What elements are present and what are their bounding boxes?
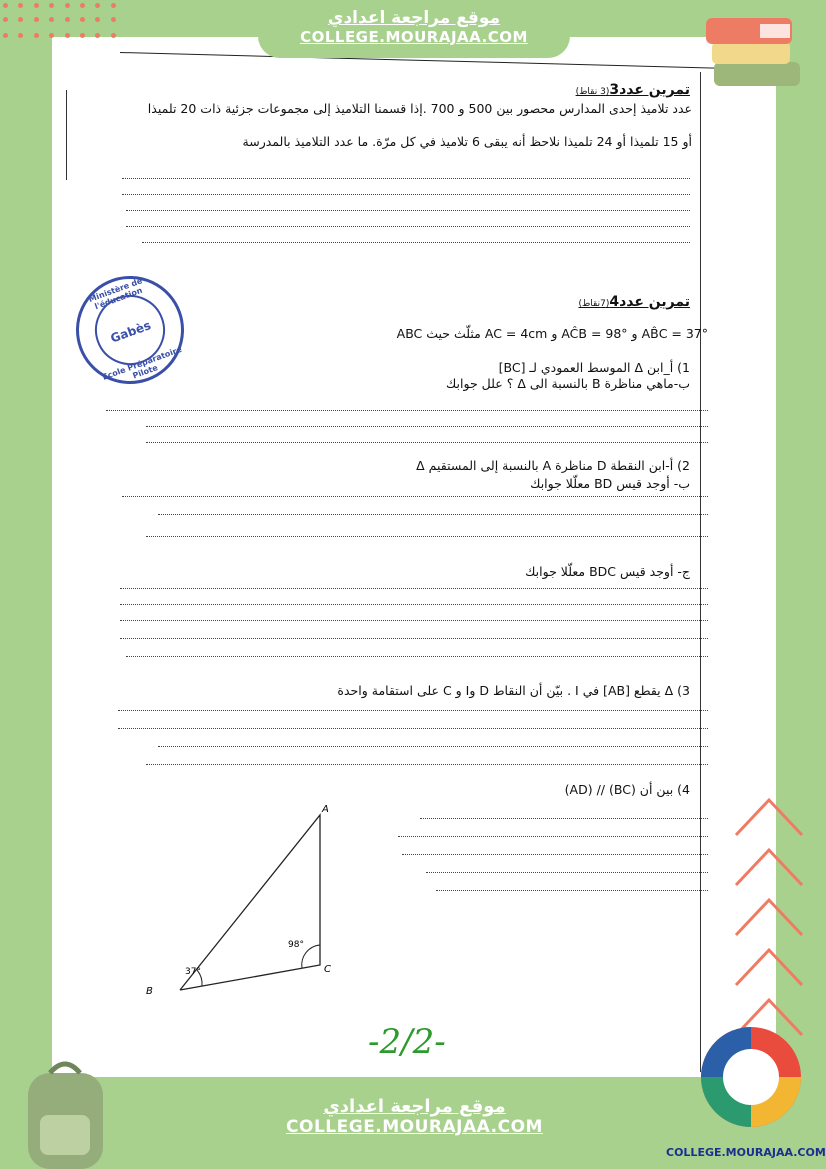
brand-footer[interactable]: COLLEGE.MOURAJAA.COM bbox=[666, 1146, 826, 1159]
dot bbox=[34, 17, 39, 22]
dot bbox=[49, 17, 54, 22]
site-logo-wheel bbox=[696, 1022, 806, 1140]
dot bbox=[49, 33, 54, 38]
dot bbox=[80, 17, 85, 22]
answer-line bbox=[158, 746, 708, 747]
dot bbox=[3, 17, 8, 22]
answer-line bbox=[126, 210, 690, 211]
chevrons-decoration bbox=[734, 795, 804, 1055]
dot bbox=[65, 17, 70, 22]
answer-line bbox=[158, 514, 708, 515]
angle-c-label: 98° bbox=[288, 940, 304, 950]
backpack-icon bbox=[18, 1055, 113, 1169]
dot bbox=[34, 33, 39, 38]
answer-line bbox=[120, 638, 708, 639]
frame-line bbox=[66, 90, 67, 180]
question-2c: ج- أوجد قيس BDC معلّلا جوابك bbox=[525, 564, 690, 579]
site-banner-top[interactable]: موقع مراجعة اعدادي COLLEGE.MOURAJAA.COM bbox=[258, 0, 570, 58]
dot bbox=[80, 33, 85, 38]
exercise-4-title: تمرين عدد4(7نقاط) bbox=[578, 294, 690, 310]
answer-line bbox=[142, 242, 690, 243]
answer-line bbox=[146, 442, 708, 443]
answer-line bbox=[118, 728, 708, 729]
dot bbox=[65, 33, 70, 38]
answer-line bbox=[420, 818, 708, 819]
dot bbox=[3, 33, 8, 38]
label-c: C bbox=[324, 964, 331, 975]
answer-line bbox=[426, 872, 708, 873]
exercise-3-text: أو 15 تلميذا أو 24 تلميذا نلاحظ أنه يبقى 6 تلاميذ في كل مرّة. ما عدد التلاميذ بالمدرسة bbox=[242, 134, 692, 149]
triangle-figure bbox=[140, 800, 340, 1000]
dot bbox=[34, 3, 39, 8]
answer-line bbox=[122, 194, 690, 195]
answer-line bbox=[146, 426, 708, 427]
dot bbox=[49, 3, 54, 8]
exercise-3-title: تمرين عدد3(3 نقاط) bbox=[575, 82, 690, 98]
dot bbox=[95, 33, 100, 38]
dot bbox=[111, 17, 116, 22]
answer-line bbox=[398, 836, 708, 837]
dot bbox=[111, 33, 116, 38]
answer-line bbox=[120, 588, 708, 589]
dot bbox=[80, 3, 85, 8]
label-a: A bbox=[322, 804, 329, 815]
decorative-dots bbox=[0, 0, 200, 60]
answer-line bbox=[122, 178, 690, 179]
dot bbox=[18, 33, 23, 38]
question-3: 3) Δ يقطع [AB] في I . بيّن أن النقاط D وI و C على استقامة واحدة bbox=[337, 683, 690, 698]
answer-line bbox=[146, 764, 708, 765]
exercise-3-text: عدد تلاميذ إحدى المدارس محصور بين 500 و 700 .إذا قسمنا التلاميذ إلى مجموعات جزئية ذات 20 تلميذا bbox=[147, 101, 692, 116]
answer-line bbox=[120, 604, 708, 605]
dot bbox=[95, 17, 100, 22]
question-2a: 2) أ-ابن النقطة D مناظرة A بالنسبة إلى المستقيم Δ bbox=[416, 458, 690, 473]
answer-line bbox=[122, 496, 708, 497]
answer-line bbox=[402, 854, 708, 855]
question-1b: ب-ماهي مناظرة B بالنسبة الى Δ ؟ علل جوابك bbox=[446, 376, 690, 391]
question-2b: ب- أوجد قيس BD معلّلا جوابك bbox=[530, 476, 690, 491]
dot bbox=[65, 3, 70, 8]
dot bbox=[3, 3, 8, 8]
dot bbox=[18, 3, 23, 8]
dot bbox=[18, 17, 23, 22]
answer-line bbox=[146, 536, 708, 537]
label-b: B bbox=[146, 986, 153, 997]
answer-line bbox=[118, 710, 708, 711]
page-number: -2/2- bbox=[368, 1022, 446, 1062]
site-banner-bottom[interactable]: موقع مراجعة اعدادي COLLEGE.MOURAJAA.COM bbox=[262, 1078, 567, 1158]
frame-line bbox=[700, 72, 701, 1072]
books-icon bbox=[700, 12, 810, 92]
answer-line bbox=[106, 410, 708, 411]
answer-line bbox=[436, 890, 708, 891]
school-stamp: Ministère de l'éducation Gabès Ecole Préparatoire Pilote bbox=[61, 261, 199, 399]
answer-line bbox=[126, 656, 708, 657]
angle-b-label: 37° bbox=[185, 967, 201, 977]
answer-line bbox=[126, 226, 690, 227]
dot bbox=[95, 3, 100, 8]
question-4: 4) بين أن (BC) // (AD) bbox=[564, 782, 690, 797]
exercise-4-intro: ABC مثلّث حيث AC = 4cm و AĈB = 98° و AB̂C = 37° bbox=[396, 326, 708, 341]
dot bbox=[111, 3, 116, 8]
question-1a: 1) أ_ابن Δ الموسط العمودي لـ [BC] bbox=[498, 360, 690, 375]
answer-line bbox=[120, 620, 708, 621]
